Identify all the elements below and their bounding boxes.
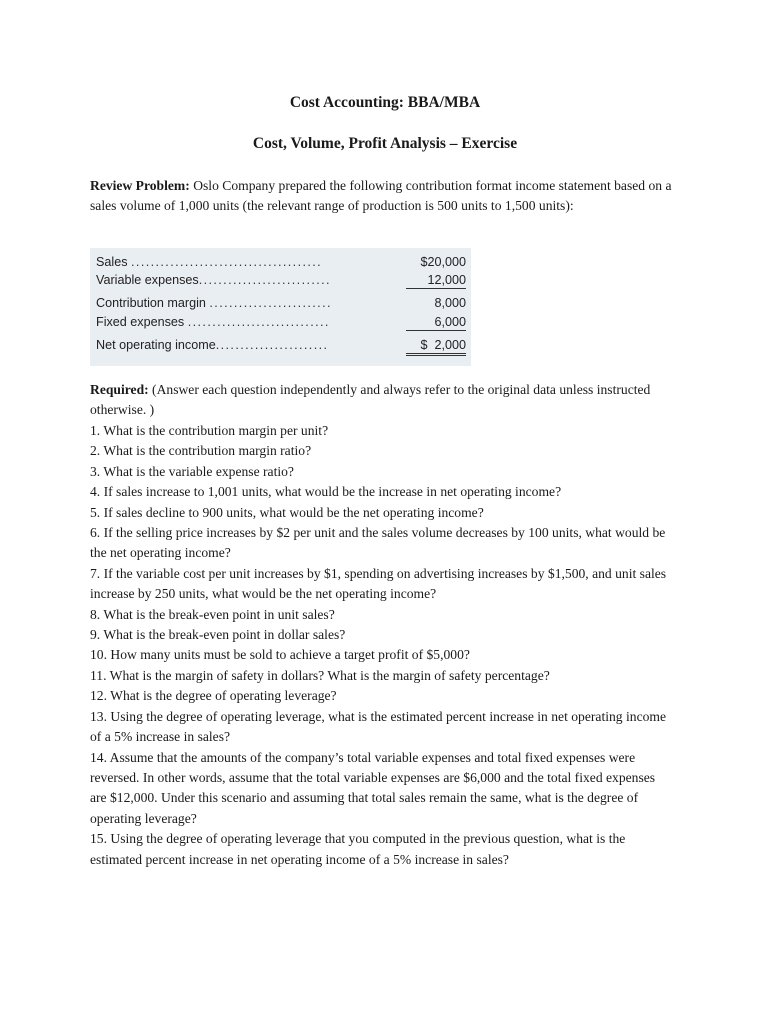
- question-item: 9. What is the break-even point in dollar sales?: [90, 627, 346, 643]
- statement-row-amount: $ 2,000: [406, 338, 466, 356]
- statement-row-label: Fixed expenses: [96, 315, 185, 329]
- question-item: 15. Using the degree of operating leverage that you computed in the previous question, what is the estimated percent increase in net operating income of a 5% increase in sales?: [90, 831, 626, 867]
- question-item: 13. Using the degree of operating leverage, what is the estimated percent increase in net operating income of a 5% increase in sales?: [90, 708, 667, 745]
- statement-row-contribution-margin: [96, 296, 466, 314]
- question-item: 12. What is the degree of operating leverage?: [90, 688, 337, 704]
- required-text: (Answer each question independently and always refer to the original data unless instructed otherwise. ): [90, 382, 651, 418]
- question-item: 10. How many units must be sold to achieve a target profit of $5,000?: [90, 647, 470, 663]
- document-subtitle: Cost, Volume, Profit Analysis – Exercise: [252, 135, 518, 152]
- statement-row-label: Contribution margin: [96, 296, 206, 310]
- question-item: 7. If the variable cost per unit increases by $1, spending on advertising increases by $1,500, and unit sales increase by 250 units, what would be the net operating income?: [90, 565, 667, 602]
- statement-row-fixed-expenses: [96, 315, 466, 333]
- statement-row-net-operating-income: [96, 338, 466, 356]
- question-item: 6. If the selling price increases by $2 per unit and the sales volume decreases by 100 units, what would be the net operating income?: [90, 525, 666, 561]
- statement-row-amount: 6,000: [406, 315, 466, 331]
- leader-dots: .........................: [209, 296, 332, 310]
- question-item: 14. Assume that the amounts of the company’s total variable expenses and total fixed expenses were reversed. In other words, assume that the total variable expenses are $6,000 and the total fixed expenses are $12,000. Under this scenario and assuming that total sales remain the same, what is the degree of operating leverage?: [90, 749, 656, 826]
- review-problem-label: Review Problem:: [90, 178, 190, 193]
- question-item: 4. If sales increase to 1,001 units, what would be the increase in net operating income?: [90, 484, 562, 500]
- statement-row-label: Sales: [96, 255, 128, 269]
- document-title: Cost Accounting: BBA/MBA: [289, 94, 481, 111]
- question-item: 1. What is the contribution margin per unit?: [90, 423, 329, 438]
- income-statement-table: [90, 248, 471, 366]
- question-item: 5. If sales decline to 900 units, what would be the net operating income?: [90, 504, 484, 520]
- question-list: [90, 421, 675, 870]
- leader-dots: ...........................: [198, 273, 331, 287]
- statement-row-amount: $20,000: [420, 255, 466, 269]
- question-item: 8. What is the break-even point in unit sales?: [90, 606, 335, 622]
- statement-row-amount: 12,000: [406, 273, 466, 289]
- question-item: 11. What is the margin of safety in dollars? What is the margin of safety percentage?: [90, 667, 550, 683]
- review-problem-paragraph: [90, 176, 675, 217]
- statement-row-label: Variable expenses: [96, 273, 199, 287]
- statement-row-amount: 8,000: [434, 296, 466, 310]
- required-label: Required:: [90, 382, 149, 397]
- question-item: 2. What is the contribution margin ratio?: [90, 443, 312, 459]
- review-problem-text: Oslo Company prepared the following contribution format income statement based on a sales volume of 1,000 units (the relevant range of production is 500 units to 1,500 units):: [90, 178, 672, 214]
- leader-dots: .......................................: [131, 255, 323, 269]
- leader-dots: .............................: [187, 315, 330, 329]
- statement-row-variable-expenses: [96, 273, 466, 291]
- statement-row-sales: [96, 255, 466, 273]
- statement-row-label: Net operating income: [96, 338, 216, 352]
- leader-dots: .......................: [215, 338, 329, 352]
- question-item: 3. What is the variable expense ratio?: [90, 463, 294, 479]
- required-paragraph: [90, 380, 675, 421]
